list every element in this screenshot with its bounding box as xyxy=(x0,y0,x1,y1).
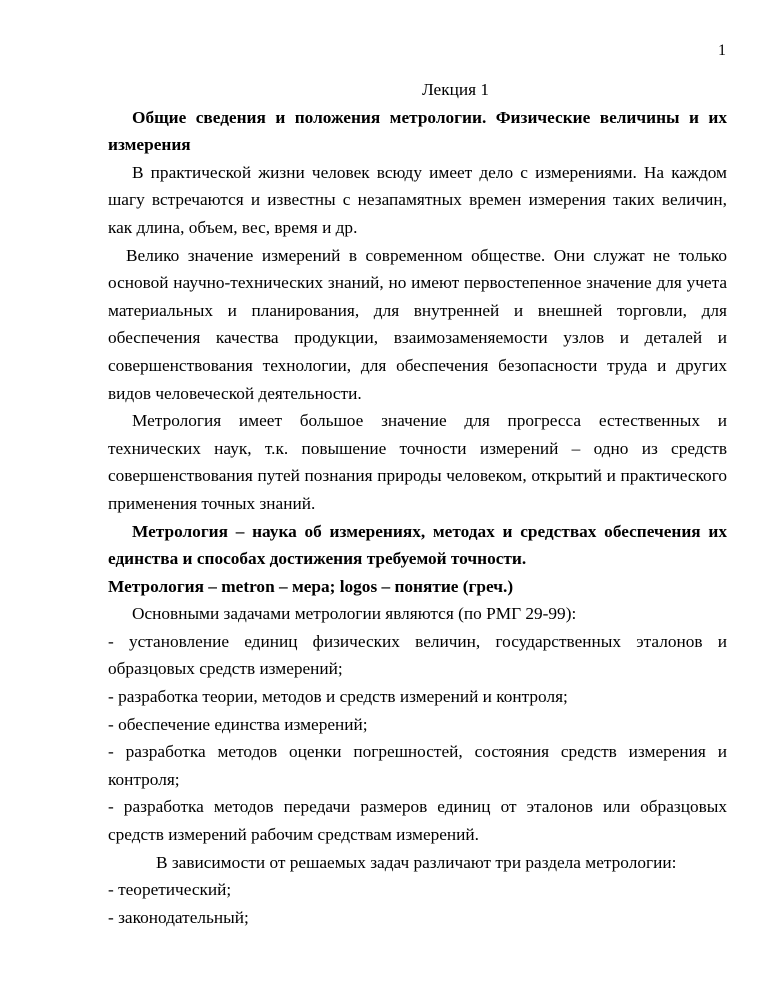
sections-intro: В зависимости от решаемых задач различают три раздела метрологии: xyxy=(156,852,677,872)
paragraph-importance: Велико значение измерений в современном обществе. Они служат не только основой научно-технических знаний, но имеют первостепенное значение для учета материальных и планирования, для внутренней и внешней торговли, для обеспечения качества продукции, взаимозаменяемости узлов и деталей и совершенствования технологии, для обеспечения безопасности труда и других видов человеческой деятельности. xyxy=(108,245,727,403)
page-number: 1 xyxy=(718,42,726,59)
list-item: - установление единиц физических величин, государственных эталонов и образцовых средств измерений; xyxy=(108,631,727,679)
lecture-title: Лекция 1 xyxy=(421,80,490,99)
paragraph-metrology-progress: Метрология имеет большое значение для прогресса естественных и технических наук, т.к. повышение точности измерений – одно из средств совершенствования путей познания природы человеком, открытий и практического применения точных знаний. xyxy=(108,411,727,513)
metrology-definition: Метрология – наука об измерениях, методах и средствах обеспечения их единства и способах достижения требуемой точности. xyxy=(108,521,727,569)
paragraph-practical-life: В практической жизни человек всюду имеет дело с измерениями. На каждом шагу встречаются и известны с незапамятных времен измерения таких величин, как длина, объем, вес, время и др. xyxy=(108,162,727,237)
list-item: - теоретический; xyxy=(108,880,232,900)
document-body xyxy=(108,76,727,931)
list-item: - разработка теории, методов и средств измерений и контроля; xyxy=(108,687,568,707)
list-item: - разработка методов передачи размеров единиц от эталонов или образцовых средств измерений рабочим средствам измерений. xyxy=(108,797,727,845)
list-item: - разработка методов оценки погрешностей, состояния средств измерения и контроля; xyxy=(108,742,727,789)
list-item: - законодательный; xyxy=(108,907,249,927)
lecture-heading: Общие сведения и положения метрологии. Физические величины и их измерения xyxy=(108,107,727,155)
metrology-etymology: Метрология – metron – мера; logos – понятие (греч.) xyxy=(108,576,514,596)
tasks-intro: Основными задачами метрологии являются (по РМГ 29-99): xyxy=(132,604,577,624)
list-item: - обеспечение единства измерений; xyxy=(108,714,368,734)
